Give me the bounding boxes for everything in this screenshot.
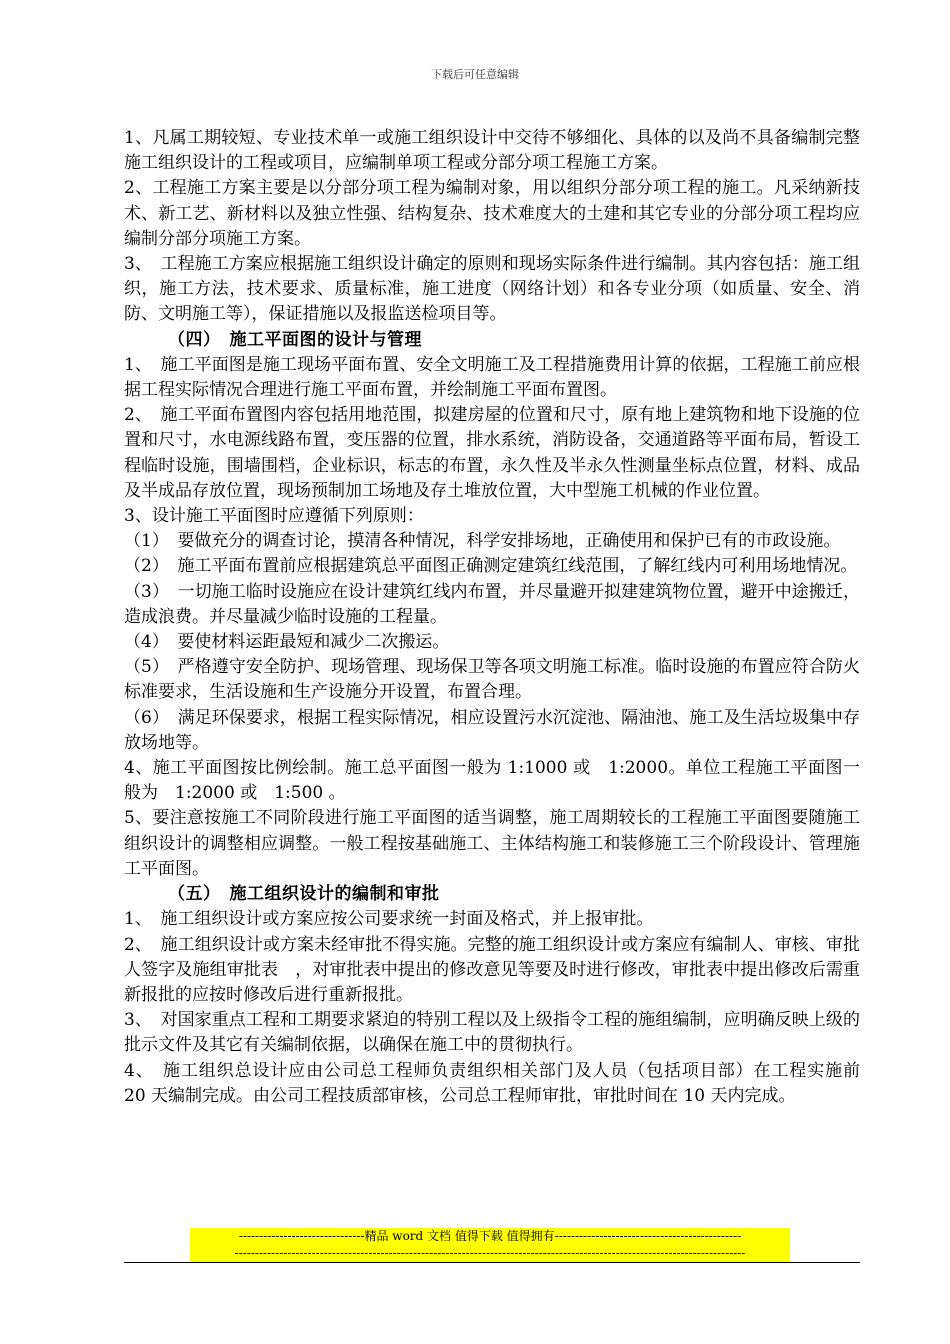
paragraph: 4、施工平面图按比例绘制。施工总平面图一般为 1:1000 或 1:2000。单位工程施工平面图一般为 1:2000 或 1:500 。	[124, 758, 860, 804]
paragraph: （6） 满足环保要求，根据工程实际情况，相应设置污水沉淀池、隔油池、施工及生活垃圾集中存放场地等。	[124, 707, 860, 753]
paragraph: 3、设计施工平面图时应遵循下列原则：	[124, 506, 424, 527]
paragraph: 1、 施工组织设计或方案应按公司要求统一封面及格式，并上报审批。	[124, 909, 654, 930]
paragraph: 2、 施工组织设计或方案未经审批不得实施。完整的施工组织设计或方案应有编制人、审核、审批人签字及施组审批表 ，对审批表中提出的修改意见等要及时进行修改，审批表中提出修改后需重新报批的应按时修改后进行重新报批。	[124, 934, 860, 1005]
footer-divider	[124, 1262, 860, 1263]
footer-banner	[190, 1228, 790, 1262]
paragraph: 5、要注意按施工不同阶段进行施工平面图的适当调整，施工周期较长的工程施工平面图要随施工组织设计的调整相应调整。一般工程按基础施工、主体结构施工和装修施工三个阶段设计、管理施工平面图。	[124, 808, 860, 879]
paragraph: 3、 工程施工方案应根据施工组织设计确定的原则和现场实际条件进行编制。其内容包括：施工组织，施工方法，技术要求、质量标准，施工进度（网络计划）和各专业分项（如质量、安全、消防、文明施工等），保证措施以及报监送检项目等。	[124, 254, 860, 325]
footer-line-2: ------------------------------------------------------------------------------------------------------------------------------	[190, 1245, 790, 1262]
paragraph: 2、工程施工方案主要是以分部分项工程为编制对象，用以组织分部分项工程的施工。凡采纳新技术、新工艺、新材料以及独立性强、结构复杂、技术难度大的土建和其它专业的分部分项工程均应编制分部分项施工方案。	[124, 178, 860, 249]
paragraph: （3） 一切施工临时设施应在设计建筑红线内布置，并尽量避开拟建建筑物位置，避开中途搬迁，造成浪费。并尽量减少临时设施的工程量。	[124, 581, 860, 627]
paragraph: 2、 施工平面布置图内容包括用地范围，拟建房屋的位置和尺寸，原有地上建筑物和地下设施的位置和尺寸，水电源线路布置，变压器的位置，排水系统，消防设备，交通道路等平面布局，暂设工程临时设施，围墙围档，企业标识，标志的布置，永久性及半永久性测量坐标点位置，材料、成品及半成品存放位置，现场预制加工场地及存土堆放位置，大中型施工机械的作业位置。	[124, 405, 860, 501]
paragraph: （5） 严格遵守安全防护、现场管理、现场保卫等各项文明施工标准。临时设施的布置应符合防火标准要求，生活设施和生产设施分开设置，布置合理。	[124, 657, 860, 703]
footer-line-1: -------------------------------精品 word 文档 值得下载 值得拥有----------------------------------------------	[190, 1228, 790, 1245]
page-header: 下载后可任意编辑	[431, 68, 519, 81]
section-heading: （五） 施工组织设计的编制和审批	[168, 884, 440, 905]
section-heading: （四） 施工平面图的设计与管理	[168, 329, 422, 350]
paragraph: （1） 要做充分的调查讨论，摸清各种情况，科学安排场地，正确使用和保护已有的市政设施。	[124, 531, 841, 552]
paragraph: 1、 施工平面图是施工现场平面布置、安全文明施工及工程措施费用计算的依据，工程施工前应根据工程实际情况合理进行施工平面布置，并绘制施工平面布置图。	[124, 354, 860, 401]
paragraph: 4、 施工组织总设计应由公司总工程师负责组织相关部门及人员（包括项目部）在工程实施前 20 天编制完成。由公司工程技质部审核，公司总工程师审批，审批时间在 10 天内完成。	[124, 1060, 877, 1106]
paragraph: 3、 对国家重点工程和工期要求紧迫的特别工程以及上级指令工程的施组编制，应明确反映上级的批示文件及其它有关编制依据，以确保在施工中的贯彻执行。	[124, 1010, 860, 1056]
paragraph: （2） 施工平面布置前应根据建筑总平面图正确测定建筑红线范围，了解红线内可利用场地情况。	[124, 556, 858, 577]
paragraph: 1、凡属工期较短、专业技术单一或施工组织设计中交待不够细化、具体的以及尚不具备编制完整施工组织设计的工程或项目，应编制单项工程或分部分项工程施工方案。	[124, 128, 860, 174]
paragraph: （4） 要使材料运距最短和减少二次搬运。	[124, 632, 450, 653]
document-body	[124, 126, 877, 1109]
